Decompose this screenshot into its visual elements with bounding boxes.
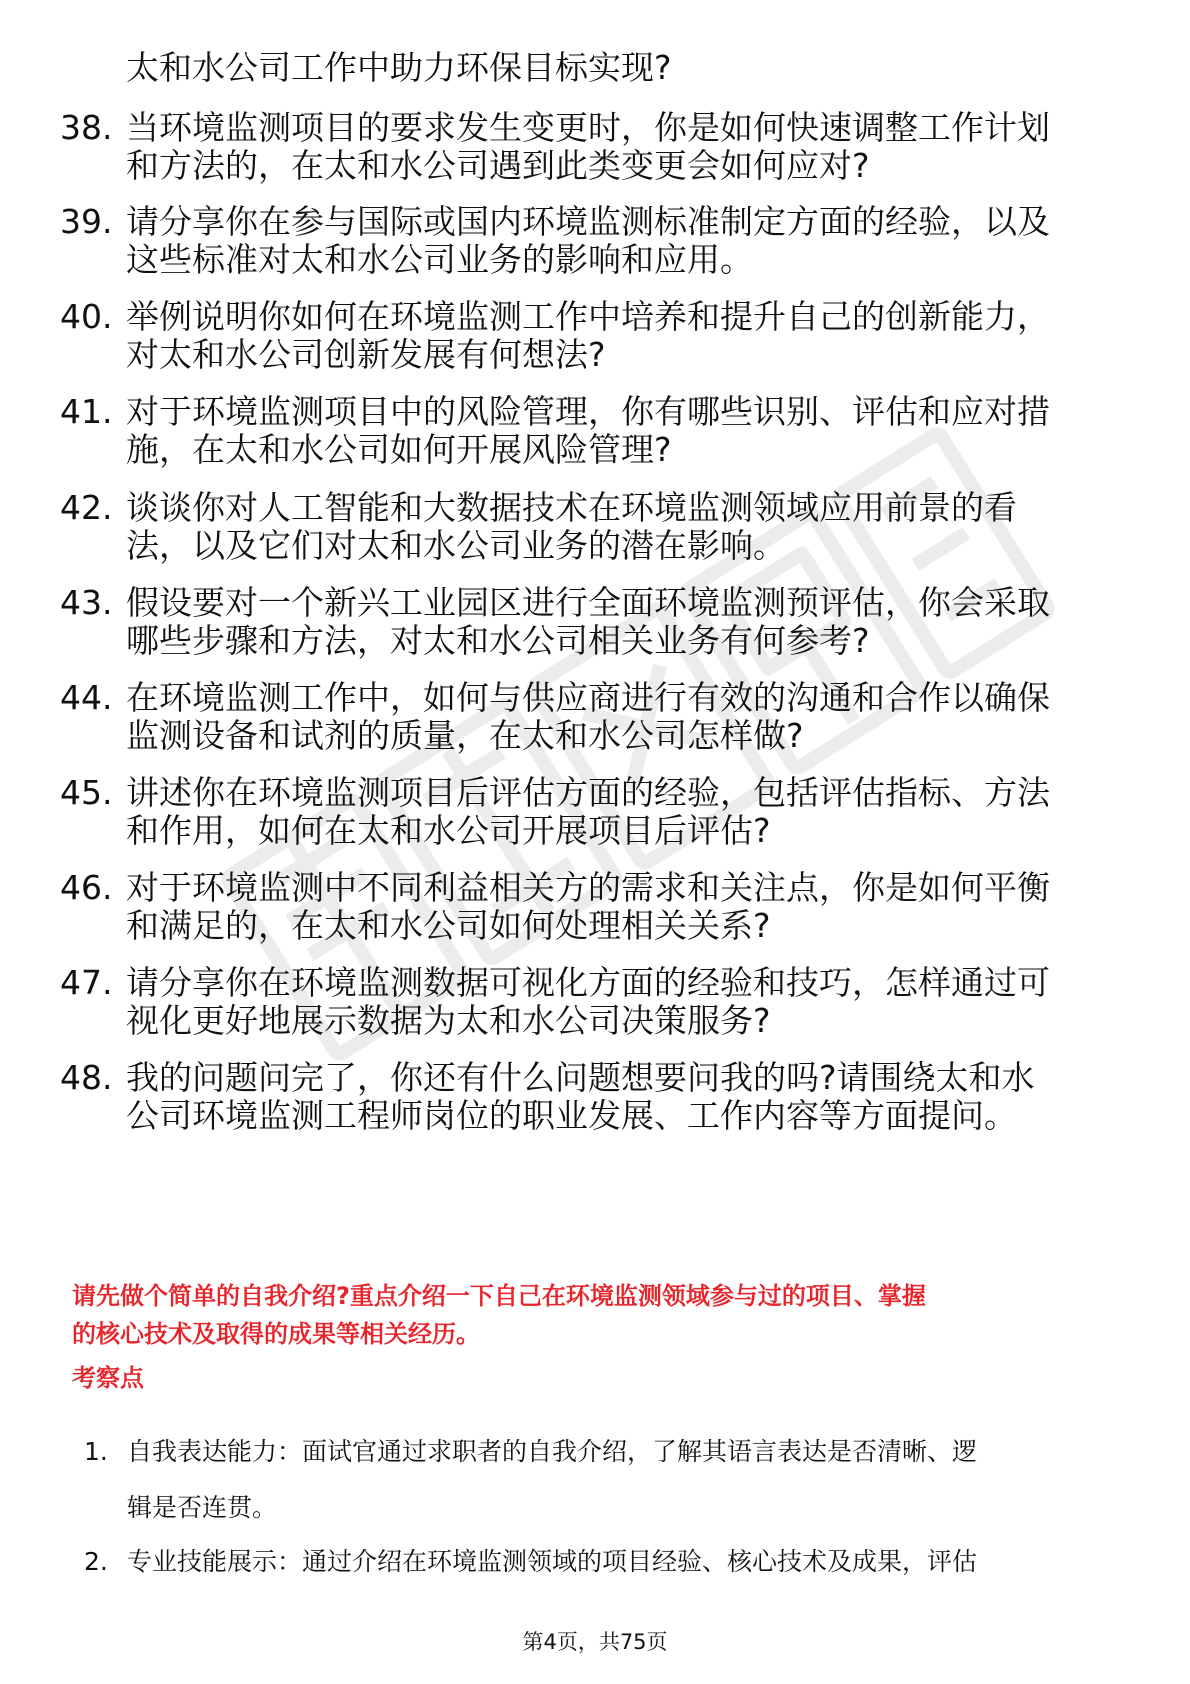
question-line: 这些标准对太和水公司业务的影响和应用。 (126, 240, 753, 279)
question-line: 当环境监测项目的要求发生变更时，你是如何快速调整工作计划 (126, 108, 1050, 147)
question-number: 40. (60, 297, 113, 336)
question-line: 请分享你在环境监测数据可视化方面的经验和技巧，怎样通过可 (126, 963, 1050, 1002)
question-number: 41. (60, 392, 113, 431)
question-number: 38. (60, 108, 113, 147)
focus-question (72, 1277, 1132, 1353)
question-line: 太和水公司工作中助力环保目标实现? (126, 48, 672, 87)
question-line: 公司环境监测工程师岗位的职业发展、工作内容等方面提问。 (126, 1096, 1017, 1135)
question-line: 假设要对一个新兴工业园区进行全面环境监测预评估，你会采取 (126, 583, 1050, 622)
question-number: 42. (60, 488, 113, 527)
question-number: 44. (60, 678, 113, 717)
question-number: 45. (60, 773, 113, 812)
question-line: 视化更好地展示数据为太和水公司决策服务? (126, 1001, 771, 1040)
point-line: 专业技能展示：通过介绍在环境监测领域的项目经验、核心技术及成果，评估 (127, 1547, 978, 1576)
question-number: 39. (60, 202, 113, 241)
question-line: 哪些步骤和方法，对太和水公司相关业务有何参考? (126, 621, 870, 660)
question-line: 我的问题问完了，你还有什么问题想要问我的吗?请围绕太和水 (126, 1058, 1035, 1097)
question-line: 法，以及它们对太和水公司业务的潜在影响。 (126, 526, 786, 565)
question-line: 讲述你在环境监测项目后评估方面的经验，包括评估指标、方法 (126, 773, 1050, 812)
question-line: 对于环境监测项目中的风险管理，你有哪些识别、评估和应对措 (126, 392, 1050, 431)
question-line: 施，在太和水公司如何开展风险管理? (126, 430, 672, 469)
question-line: 监测设备和试剂的质量，在太和水公司怎样做? (126, 716, 804, 755)
point-line: 自我表达能力：面试官通过求职者的自我介绍，了解其语言表达是否清晰、逻 (127, 1437, 978, 1466)
question-number: 43. (60, 583, 113, 622)
question-line: 对于环境监测中不同利益相关方的需求和关注点，你是如何平衡 (126, 868, 1050, 907)
question-line: 请分享你在参与国际或国内环境监测标准制定方面的经验，以及 (126, 202, 1050, 241)
question-line: 和满足的，在太和水公司如何处理相关关系? (126, 906, 771, 945)
point-number: 2. (84, 1547, 108, 1576)
section-heading: 考察点 (72, 1364, 144, 1392)
point-number: 1. (84, 1437, 108, 1466)
question-number: 46. (60, 868, 113, 907)
point-line: 辑是否连贯。 (127, 1493, 278, 1522)
question-line: 在环境监测工作中，如何与供应商进行有效的沟通和合作以确保 (126, 678, 1050, 717)
question-number: 48. (60, 1058, 113, 1097)
focus-question-line: 的核心技术及取得的成果等相关经历。 (72, 1320, 480, 1348)
question-line: 和作用，如何在太和水公司开展项目后评估? (126, 811, 771, 850)
question-line: 谈谈你对人工智能和大数据技术在环境监测领域应用前景的看 (126, 488, 1017, 527)
focus-question-line: 请先做个简单的自我介绍?重点介绍一下自己在环境监测领域参与过的项目、掌握 (72, 1282, 926, 1310)
question-line: 和方法的，在太和水公司遇到此类变更会如何应对? (126, 146, 870, 185)
question-number: 47. (60, 963, 113, 1002)
question-line: 对太和水公司创新发展有何想法? (126, 335, 606, 374)
page-footer: 第4页，共75页 (522, 1630, 668, 1654)
question-line: 举例说明你如何在环境监测工作中培养和提升自己的创新能力， (126, 297, 1050, 336)
